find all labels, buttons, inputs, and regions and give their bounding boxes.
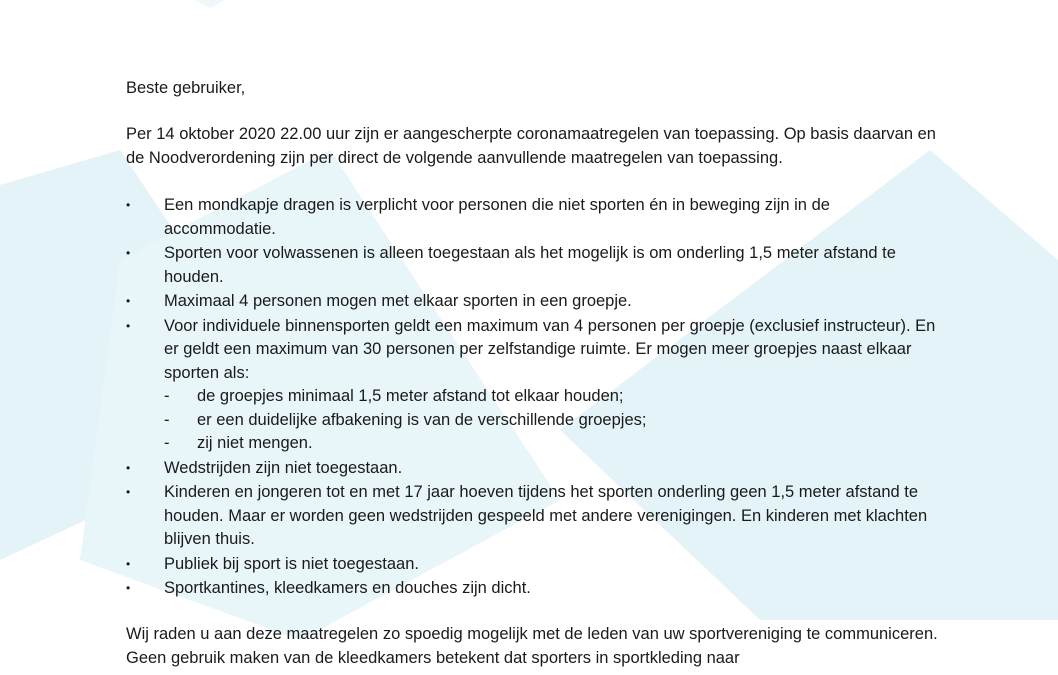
measure-item bbox=[126, 577, 946, 601]
measure-item bbox=[126, 242, 946, 289]
measure-text: Publiek bij sport is niet toegestaan. bbox=[164, 554, 419, 573]
measure-text: Sporten voor volwassenen is alleen toegestaan als het mogelijk is om onderling 1,5 meter afstand te houden. bbox=[164, 244, 896, 286]
condition-text: er een duidelijke afbakening is van de verschillende groepjes; bbox=[197, 410, 647, 429]
measure-item bbox=[126, 481, 946, 552]
bullet-icon: • bbox=[126, 460, 131, 475]
condition-text: de groepjes minimaal 1,5 meter afstand tot elkaar houden; bbox=[197, 387, 624, 405]
greeting: Beste gebruiker, bbox=[126, 79, 246, 97]
measures-list bbox=[126, 194, 946, 602]
measure-text: Sportkantines, kleedkamers en douches zijn dicht. bbox=[164, 579, 531, 597]
dash-icon: - bbox=[164, 434, 170, 452]
measure-item bbox=[126, 553, 946, 577]
grouping-conditions-list bbox=[164, 385, 946, 456]
bullet-icon: • bbox=[126, 581, 131, 595]
measure-item bbox=[126, 315, 946, 456]
bullet-icon: • bbox=[126, 485, 131, 499]
measure-text: Kinderen en jongeren tot en met 17 jaar hoeven tijdens het sporten onderling geen 1,5 meter afstand te houden. Maar er worden geen wedstrijden gespeeld met andere verenigingen. En kinderen met klachten blijven thuis. bbox=[164, 483, 928, 548]
dash-icon: - bbox=[164, 387, 170, 405]
intro-paragraph: Per 14 oktober 2020 22.00 uur zijn er aangescherpte coronamaatregelen van toepassing. Op basis daarvan en de Noodverordening zijn per direct de volgende aanvullende maatregelen van toepassing. bbox=[126, 125, 936, 167]
dash-icon: - bbox=[164, 410, 170, 429]
condition-text: zij niet mengen. bbox=[197, 434, 313, 452]
condition-item bbox=[164, 432, 946, 456]
bullet-icon: • bbox=[126, 246, 131, 260]
bullet-icon: • bbox=[126, 294, 131, 308]
measure-item bbox=[126, 194, 946, 241]
condition-item bbox=[164, 409, 946, 433]
measure-item bbox=[126, 457, 946, 481]
measure-text: Maximaal 4 personen mogen met elkaar sporten in een groepje. bbox=[164, 292, 632, 310]
measure-text: Wedstrijden zijn niet toegestaan. bbox=[164, 458, 403, 477]
closing-paragraph: Wij raden u aan deze maatregelen zo spoedig mogelijk met de leden van uw sportvereniging te communiceren. Geen gebruik maken van de kleedkamers betekent dat sporters in sportkleding naar bbox=[126, 625, 938, 667]
measure-text: Een mondkapje dragen is verplicht voor personen die niet sporten én in beweging zijn in de accommodatie. bbox=[164, 196, 830, 238]
bullet-icon: • bbox=[126, 318, 131, 333]
measure-text: Voor individuele binnensporten geldt een maximum van 4 personen per groepje (exclusief instructeur). En er geldt een maximum van 30 personen per zelfstandige ruimte. Er mogen meer groepjes naast elkaar sporten als: bbox=[164, 316, 936, 382]
bullet-icon: • bbox=[126, 556, 131, 571]
measure-item bbox=[126, 290, 946, 314]
bullet-icon: • bbox=[126, 198, 131, 212]
condition-item bbox=[164, 385, 946, 409]
